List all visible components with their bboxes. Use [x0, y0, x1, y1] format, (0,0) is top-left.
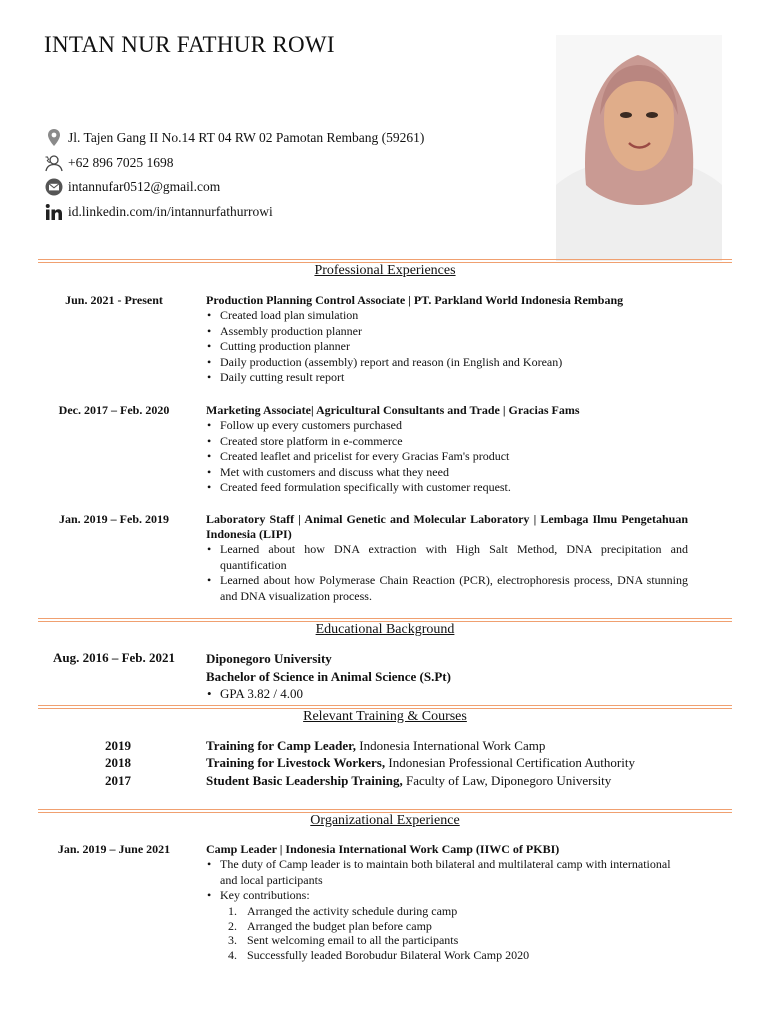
contribution-text: Successfully leaded Borobudur Bilateral Work Camp 2020 [247, 948, 530, 963]
contributions-list [206, 904, 688, 963]
section-heading-professional: Professional Experiences [314, 263, 456, 278]
training-year: 2017 [105, 772, 131, 788]
list-item: • Learned about how Polymerase Chain Reaction (PCR), electrophoresis process, DNA stunning and DNA visualization process. [206, 573, 688, 604]
experience-date: Jun. 2021 - Present [65, 293, 163, 307]
experience-body [206, 512, 688, 604]
education-gpa: • GPA 3.82 / 4.00 [206, 686, 688, 702]
training-org: Indonesia International Work Camp [356, 737, 546, 753]
contribution-text: Arranged the activity schedule during camp [247, 903, 458, 918]
training-year: 2018 [105, 755, 131, 771]
experience-title: Production Planning Control Associate | PT. Parkland World Indonesia Rembang [206, 293, 624, 307]
training-org: Faculty of Law, Diponegoro University [402, 772, 612, 788]
experience-title: Marketing Associate| Agricultural Consultants and Trade | Gracias Fams [206, 403, 580, 417]
list-item: • Met with customers and discuss what they need [206, 465, 688, 481]
page-title: INTAN NUR FATHUR ROWI [44, 32, 335, 57]
education-school: Diponegoro University [206, 651, 332, 666]
list-item: • Assembly production planner [206, 324, 688, 340]
list-item: • Daily cutting result report [206, 370, 688, 386]
experience-bullets [206, 418, 688, 496]
contribution-text: Sent welcoming email to all the participants [247, 933, 459, 948]
experience-date: Dec. 2017 – Feb. 2020 [58, 403, 170, 417]
list-item: • Daily production (assembly) report and reason (in English and Korean) [206, 355, 688, 371]
list-item: • Created feed formulation specifically with customer request. [206, 480, 688, 496]
training-title: Training for Camp Leader, [206, 737, 356, 753]
list-item [206, 948, 688, 963]
organization-title: Camp Leader | Indonesia International Work Camp (IIWC of PKBI) [206, 842, 560, 856]
list-item: • Created leaflet and pricelist for every Gracias Fam's product [206, 449, 688, 465]
experience-body [206, 403, 688, 496]
experience-body [206, 293, 688, 386]
list-item: • Cutting production planner [206, 339, 688, 355]
education-gpa-list [206, 686, 688, 702]
experience-title: Laboratory Staff | Animal Genetic and Molecular Laboratory | Lembaga Ilmu Pengetahuan Indonesia (LIPI) [206, 512, 688, 541]
list-number: 2. [228, 918, 237, 933]
list-item [206, 933, 688, 948]
list-number: 3. [228, 933, 237, 948]
education-body [206, 650, 688, 702]
training-title: Training for Livestock Workers, [206, 755, 386, 771]
organization-bullets [206, 857, 688, 904]
education-date: Aug. 2016 – Feb. 2021 [52, 650, 176, 665]
email-text[interactable]: intannufar0512@gmail.com [68, 179, 221, 195]
training-row [38, 772, 732, 790]
list-item: • Created store platform in e-commerce [206, 434, 688, 450]
training-title: Student Basic Leadership Training, [206, 772, 403, 788]
list-item: • The duty of Camp leader is to maintain both bilateral and multilateral camp with international and local participants [206, 857, 688, 888]
training-org: Indonesian Professional Certification Authority [385, 755, 635, 771]
contact-linkedin [44, 200, 424, 225]
contact-email [44, 175, 424, 200]
training-text [206, 755, 635, 771]
section-heading-training: Relevant Training & Courses [303, 709, 467, 724]
list-number: 4. [228, 948, 237, 963]
list-item [206, 919, 688, 934]
training-year: 2019 [105, 737, 131, 753]
location-pin-icon [44, 128, 64, 148]
organization-date: Jan. 2019 – June 2021 [57, 842, 171, 856]
education-degree: Bachelor of Science in Animal Science (S.Pt) [206, 669, 451, 684]
contribution-text: Arranged the budget plan before camp [247, 918, 432, 933]
training-row [38, 755, 732, 773]
address-text: Jl. Tajen Gang II No.14 RT 04 RW 02 Pamotan Rembang (59261) [68, 130, 425, 146]
experience-bullets [206, 308, 688, 386]
training-text [206, 738, 545, 754]
list-item: • Created load plan simulation [206, 308, 688, 324]
list-number: 1. [228, 903, 237, 918]
organization-body [206, 842, 688, 963]
linkedin-text[interactable]: id.linkedin.com/in/intannurfathurrowi [68, 203, 273, 219]
contact-block [44, 126, 424, 224]
section-heading-education: Educational Background [315, 622, 455, 637]
training-row [38, 737, 732, 755]
experience-date: Jan. 2019 – Feb. 2019 [58, 512, 169, 526]
contact-address [44, 126, 424, 151]
linkedin-icon [44, 202, 64, 222]
list-item: • Learned about how DNA extraction with High Salt Method, DNA precipitation and quantification [206, 542, 688, 573]
section-heading-organizational: Organizational Experience [310, 813, 460, 828]
phone-text: +62 896 7025 1698 [68, 154, 174, 170]
list-item [206, 904, 688, 919]
list-item: • Follow up every customers purchased [206, 418, 688, 434]
list-item: • Key contributions: [206, 888, 688, 904]
contact-phone [44, 151, 424, 176]
profile-photo [556, 35, 722, 261]
training-text [206, 773, 611, 789]
experience-bullets [206, 542, 688, 604]
email-icon [44, 177, 64, 197]
person-phone-icon [44, 153, 64, 173]
training-list [38, 737, 732, 790]
